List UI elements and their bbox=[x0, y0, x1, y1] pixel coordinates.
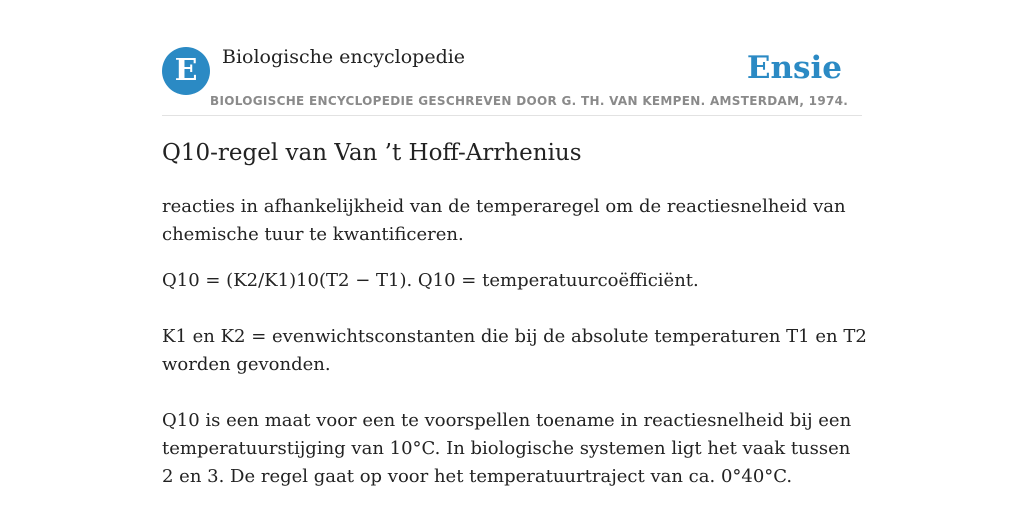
source-attribution: BIOLOGISCHE ENCYCLOPEDIE GESCHREVEN DOOR G. TH. VAN KEMPEN. AMSTERDAM, 1974. bbox=[210, 94, 849, 108]
paragraph-explanation: Q10 is een maat voor een te voorspellen toename in reactiesnelheid bij een temperatuurstijging van 10°C. In biologische systemen ligt het vaak tussen 2 en 3. De regel gaat op voor het temperatuurtraject van ca. 0°40°C. bbox=[162, 410, 852, 487]
ensie-brand-link[interactable]: Ensie bbox=[746, 50, 842, 86]
paragraph-formula: Q10 = (K2/K1)10(T2 − T1). Q10 = temperatuurcoëfficiënt. bbox=[162, 270, 699, 291]
ensie-logo-icon[interactable] bbox=[162, 47, 210, 95]
logo-letter: E bbox=[174, 53, 198, 88]
paragraph-definition: reacties in afhankelijkheid van de temperaregel om de reactiesnelheid van chemische tuur te kwantificeren. bbox=[162, 196, 846, 245]
paragraph-constants: K1 en K2 = evenwichtsconstanten die bij de absolute temperaturen T1 en T2 worden gevonden. bbox=[162, 326, 867, 375]
encyclopedia-title-link[interactable]: Biologische encyclopedie bbox=[222, 46, 466, 68]
header-divider bbox=[162, 115, 862, 116]
article-body bbox=[162, 193, 867, 491]
article-title: Q10-regel van Van ’t Hoff-Arrhenius bbox=[162, 140, 582, 166]
